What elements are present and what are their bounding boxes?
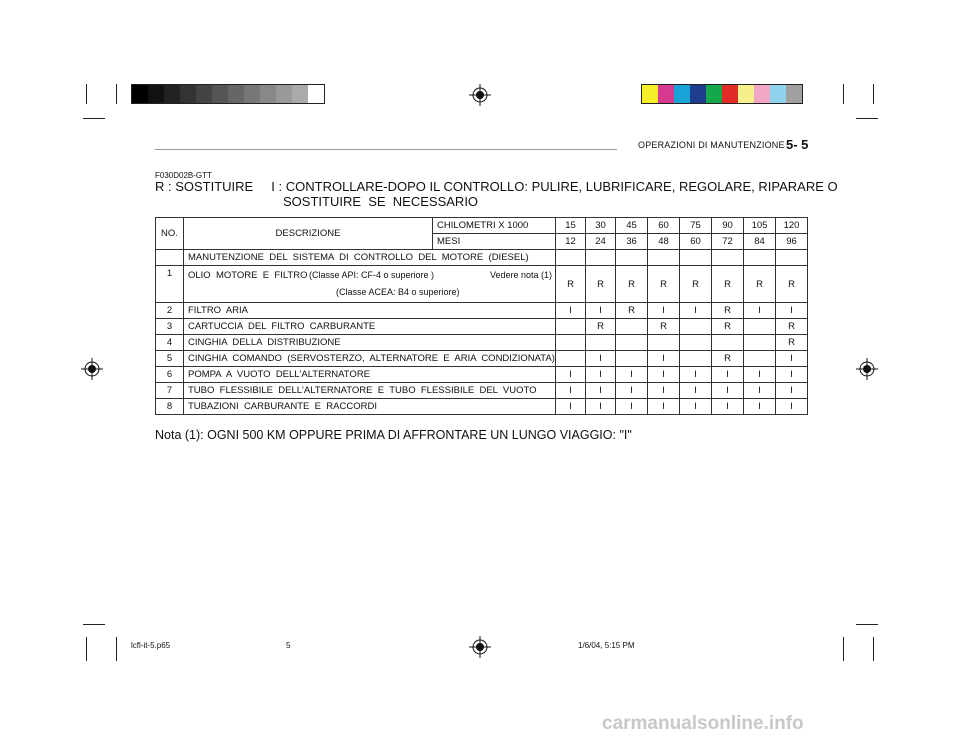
- row-description: TUBO FLESSIBILE DELL'ALTERNATORE E TUBO FLESSIBILE DEL VUOTO: [184, 383, 556, 399]
- table-row: [156, 303, 808, 319]
- gray-swatch: [244, 85, 260, 103]
- table-row: [156, 266, 808, 303]
- interval-cell: [616, 335, 648, 351]
- interval-cell: I: [648, 303, 680, 319]
- interval-cell: I: [776, 399, 808, 415]
- registration-target-icon: [469, 636, 491, 658]
- table-row: [156, 383, 808, 399]
- running-title: OPERAZIONI DI MANUTENZIONE: [638, 140, 785, 150]
- interval-cell: I: [556, 383, 586, 399]
- interval-cell: R: [776, 335, 808, 351]
- footer-file: lcfl-it-5.p65: [131, 641, 171, 650]
- interval-cell: [616, 351, 648, 367]
- interval-cell: [556, 319, 586, 335]
- row-description: CINGHIA DELLA DISTRIBUZIONE: [184, 335, 556, 351]
- grayscale-calibration-bar: [131, 84, 325, 104]
- interval-cell: I: [776, 351, 808, 367]
- oil-spec-api: (Classe API: CF-4 o superiore ): [309, 270, 435, 280]
- interval-cell: I: [776, 383, 808, 399]
- km-label: CHILOMETRI X 1000: [433, 218, 556, 234]
- interval-cell: R: [616, 303, 648, 319]
- interval-cell: R: [776, 319, 808, 335]
- interval-cell: [680, 335, 712, 351]
- color-swatch: [722, 85, 738, 103]
- row-number: 2: [156, 303, 184, 319]
- table-row: [156, 399, 808, 415]
- crop-mark: [856, 624, 878, 625]
- interval-cell: I: [556, 367, 586, 383]
- table-row: [156, 335, 808, 351]
- interval-cell: [744, 319, 776, 335]
- interval-cell: I: [744, 399, 776, 415]
- interval-cell: I: [744, 383, 776, 399]
- km-value: 75: [680, 218, 712, 234]
- registration-target-icon: [81, 358, 103, 380]
- interval-cell: I: [744, 303, 776, 319]
- legend-line-2: SOSTITUIRE SE NECESSARIO: [283, 194, 479, 209]
- crop-mark: [83, 624, 105, 625]
- km-value: 60: [648, 218, 680, 234]
- color-swatch: [754, 85, 770, 103]
- watermark: carmanualsonline.info: [602, 713, 804, 734]
- interval-cell: R: [776, 266, 808, 303]
- km-value: 30: [586, 218, 616, 234]
- footer-page: 5: [286, 641, 291, 650]
- gray-swatch: [260, 85, 276, 103]
- gray-swatch: [164, 85, 180, 103]
- interval-cell: I: [680, 303, 712, 319]
- gray-swatch: [180, 85, 196, 103]
- interval-cell: [616, 319, 648, 335]
- interval-cell: [680, 319, 712, 335]
- oil-spec-acea: (Classe ACEA: B4 o superiore): [336, 287, 460, 297]
- page-number: 5- 5: [786, 137, 809, 152]
- footer-date: 1/6/04, 5:15 PM: [578, 641, 635, 650]
- interval-cell: R: [744, 266, 776, 303]
- row-description: FILTRO ARIA: [184, 303, 556, 319]
- month-value: 84: [744, 234, 776, 250]
- crop-mark: [83, 118, 105, 119]
- gray-swatch: [148, 85, 164, 103]
- km-value: 45: [616, 218, 648, 234]
- interval-cell: I: [616, 383, 648, 399]
- interval-cell: R: [712, 319, 744, 335]
- interval-cell: I: [712, 367, 744, 383]
- crop-mark: [843, 637, 844, 661]
- crop-mark: [873, 637, 874, 661]
- month-value: 48: [648, 234, 680, 250]
- interval-cell: [744, 335, 776, 351]
- months-label: MESI: [433, 234, 556, 250]
- interval-cell: I: [616, 399, 648, 415]
- interval-cell: I: [556, 399, 586, 415]
- km-value: 120: [776, 218, 808, 234]
- row-number: 7: [156, 383, 184, 399]
- interval-cell: I: [648, 351, 680, 367]
- row-number: 6: [156, 367, 184, 383]
- interval-cell: R: [616, 266, 648, 303]
- km-value: 105: [744, 218, 776, 234]
- color-swatch: [706, 85, 722, 103]
- interval-cell: I: [586, 367, 616, 383]
- crop-mark: [873, 84, 874, 104]
- color-swatch: [658, 85, 674, 103]
- section-title: MANUTENZIONE DEL SISTEMA DI CONTROLLO DEL MOTORE (DIESEL): [184, 250, 556, 266]
- color-swatch: [674, 85, 690, 103]
- interval-cell: [744, 351, 776, 367]
- interval-cell: R: [680, 266, 712, 303]
- row-description: TUBAZIONI CARBURANTE E RACCORDI: [184, 399, 556, 415]
- color-swatch: [770, 85, 786, 103]
- row-number: 8: [156, 399, 184, 415]
- interval-cell: R: [648, 266, 680, 303]
- header-rule: [155, 149, 617, 150]
- row-description: CARTUCCIA DEL FILTRO CARBURANTE: [184, 319, 556, 335]
- month-value: 24: [586, 234, 616, 250]
- interval-cell: [556, 335, 586, 351]
- crop-mark: [856, 118, 878, 119]
- gray-swatch: [292, 85, 308, 103]
- interval-cell: I: [586, 351, 616, 367]
- km-value: 15: [556, 218, 586, 234]
- interval-cell: [586, 335, 616, 351]
- row-description: CINGHIA COMANDO (SERVOSTERZO, ALTERNATORE E ARIA CONDIZIONATA): [184, 351, 556, 367]
- color-swatch: [642, 85, 658, 103]
- interval-cell: [680, 351, 712, 367]
- gray-swatch: [276, 85, 292, 103]
- row-number: 3: [156, 319, 184, 335]
- month-value: 60: [680, 234, 712, 250]
- interval-cell: I: [712, 399, 744, 415]
- header-row-km: [156, 218, 808, 234]
- interval-cell: [556, 351, 586, 367]
- interval-cell: I: [680, 399, 712, 415]
- crop-mark: [86, 84, 87, 104]
- interval-cell: R: [586, 266, 616, 303]
- footnote: Nota (1): OGNI 500 KM OPPURE PRIMA DI AFFRONTARE UN LUNGO VIAGGIO: "I": [155, 428, 632, 442]
- gray-swatch: [228, 85, 244, 103]
- see-note: Vedere nota (1): [489, 270, 552, 280]
- crop-mark: [116, 84, 117, 104]
- table-row: [156, 319, 808, 335]
- interval-cell: R: [556, 266, 586, 303]
- interval-cell: R: [712, 303, 744, 319]
- interval-cell: R: [648, 319, 680, 335]
- interval-cell: I: [680, 383, 712, 399]
- interval-cell: I: [586, 399, 616, 415]
- month-value: 72: [712, 234, 744, 250]
- interval-cell: R: [712, 266, 744, 303]
- maintenance-schedule-table: [155, 217, 808, 415]
- registration-target-icon: [469, 84, 491, 106]
- legend-line-1: R : SOSTITUIRE I : CONTROLLARE-DOPO IL CONTROLLO: PULIRE, LUBRIFICARE, REGOLARE, RIPARARE O: [155, 179, 838, 194]
- month-value: 96: [776, 234, 808, 250]
- row-description: POMPA A VUOTO DELL'ALTERNATORE: [184, 367, 556, 383]
- row-number: 5: [156, 351, 184, 367]
- month-value: 36: [616, 234, 648, 250]
- gray-swatch: [308, 85, 324, 103]
- interval-cell: I: [556, 303, 586, 319]
- color-swatch: [738, 85, 754, 103]
- interval-cell: R: [586, 319, 616, 335]
- description-header: DESCRIZIONE: [184, 218, 433, 250]
- row-number: 1: [156, 266, 184, 303]
- table-row: [156, 367, 808, 383]
- interval-cell: R: [712, 351, 744, 367]
- color-swatch: [690, 85, 706, 103]
- crop-mark: [843, 84, 844, 104]
- no-header: NO.: [156, 218, 184, 250]
- interval-cell: I: [648, 399, 680, 415]
- color-calibration-bar: [641, 84, 803, 104]
- interval-cell: I: [776, 367, 808, 383]
- interval-cell: I: [712, 383, 744, 399]
- section-row: [156, 250, 808, 266]
- gray-swatch: [132, 85, 148, 103]
- km-value: 90: [712, 218, 744, 234]
- gray-swatch: [196, 85, 212, 103]
- interval-cell: I: [586, 383, 616, 399]
- interval-cell: I: [744, 367, 776, 383]
- color-swatch: [786, 85, 802, 103]
- row-description: OLIO MOTORE E FILTRO: [188, 270, 308, 281]
- table-row: [156, 351, 808, 367]
- interval-cell: I: [616, 367, 648, 383]
- gray-swatch: [212, 85, 228, 103]
- interval-cell: I: [586, 303, 616, 319]
- interval-cell: I: [648, 383, 680, 399]
- interval-cell: I: [648, 367, 680, 383]
- interval-cell: [712, 335, 744, 351]
- row-number: 4: [156, 335, 184, 351]
- interval-cell: I: [680, 367, 712, 383]
- crop-mark: [116, 637, 117, 661]
- interval-cell: I: [776, 303, 808, 319]
- crop-mark: [86, 637, 87, 661]
- month-value: 12: [556, 234, 586, 250]
- document-code: F030D02B-GTT: [155, 171, 212, 180]
- registration-target-icon: [856, 358, 878, 380]
- interval-cell: [648, 335, 680, 351]
